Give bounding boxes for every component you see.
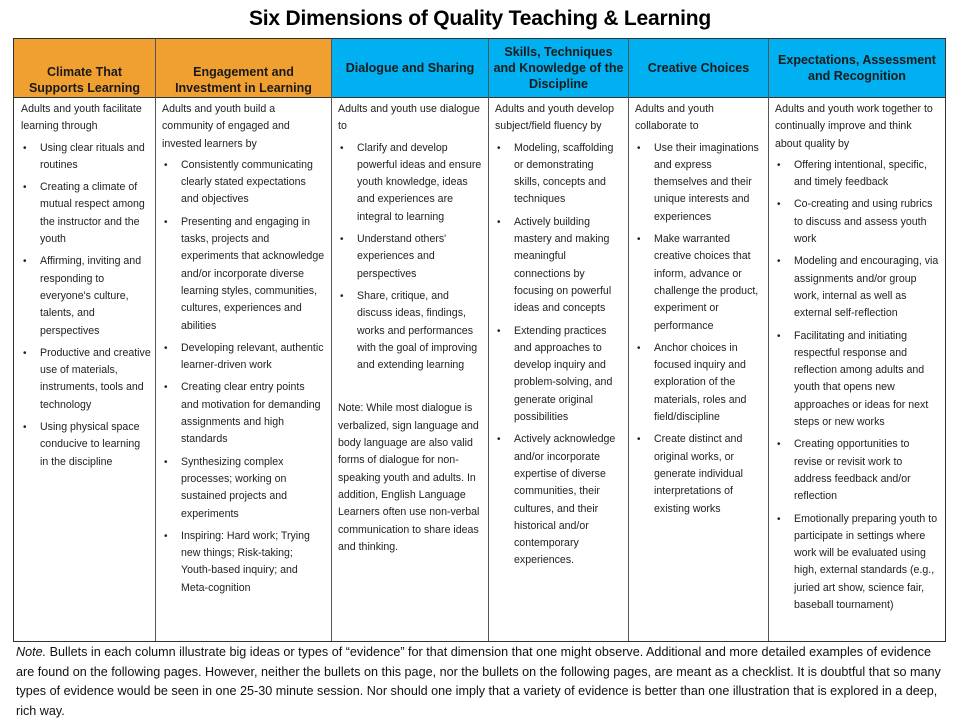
list-item: • Modeling and encouraging, via assignments and/or group work, internal as well as external self-reflection bbox=[775, 253, 939, 322]
list-item: • Creating opportunities to revise or revisit work to address feedback and/or reflection bbox=[775, 436, 939, 505]
list-item: • Clarify and develop powerful ideas and ensure youth knowledge, ideas and experiences are integral to learning bbox=[338, 140, 482, 226]
list-item: • Inspiring: Hard work; Trying new things; Risk-taking; Youth-based inquiry; and Meta-cognition bbox=[162, 528, 325, 597]
bullet-list bbox=[495, 140, 622, 570]
list-item: • Anchor choices in focused inquiry and exploration of the materials, roles and field/discipline bbox=[635, 340, 762, 426]
footnote-label: Note. bbox=[16, 645, 47, 659]
list-item: • Make warranted creative choices that inform, advance or challenge the product, experiment or performance bbox=[635, 231, 762, 335]
list-item: • Synthesizing complex processes; working on sustained projects and experiments bbox=[162, 454, 325, 523]
list-item: • Understand others' experiences and perspectives bbox=[338, 231, 482, 283]
list-item: • Modeling, scaffolding or demonstrating skills, concepts and techniques bbox=[495, 140, 622, 209]
column-intro: Adults and youth facilitate learning through bbox=[21, 103, 142, 133]
column-header: Engagement and Investment in Learning bbox=[156, 39, 331, 98]
column-note: Note: While most dialogue is verbalized, sign language and body language are also valid forms of dialogue for non-speaking youth and adults. In addition, English Language Learners often use non-verbal communication to share ideas and thinking. bbox=[338, 402, 480, 553]
bullet-list bbox=[338, 140, 482, 375]
list-item: • Consistently communicating clearly stated expectations and objectives bbox=[162, 157, 325, 209]
footnote-text: Bullets in each column illustrate big ideas or types of “evidence” for that dimension that one might observe. Additional and more detailed examples of evidence are found on the following pages. However, neither the bullets on this page, nor the bullets on the following pages, are meant as a checklist. It is doubtful that so many types of evidence would be seen in one 25-30 minute session. Nor should one imply that a variety of evidence is better than one illustration that is explored in a deep, rich way. bbox=[16, 645, 941, 718]
bullet-list bbox=[21, 140, 151, 471]
list-item: • Use their imaginations and express themselves and their unique interests and experiences bbox=[635, 140, 762, 226]
page-title: Six Dimensions of Quality Teaching & Learning bbox=[248, 7, 712, 30]
list-item: • Productive and creative use of materials, instruments, tools and technology bbox=[21, 345, 151, 414]
column-intro: Adults and youth collaborate to bbox=[635, 103, 714, 133]
list-item: • Extending practices and approaches to develop inquiry and problem-solving, and generate original possibilities bbox=[495, 323, 622, 427]
column-intro: Adults and youth build a community of engaged and invested learners by bbox=[162, 103, 290, 150]
list-item: • Facilitating and initiating respectful response and reflection among adults and youth that opens new approaches or ideas for next steps or new works bbox=[775, 328, 939, 432]
column-intro: Adults and youth work together to continually improve and think about quality by bbox=[775, 103, 933, 150]
column-header: Expectations, Assessment and Recognition bbox=[769, 39, 945, 98]
column-engagement bbox=[156, 39, 332, 641]
bullet-list bbox=[635, 140, 762, 518]
dimensions-table bbox=[13, 38, 946, 642]
column-climate bbox=[14, 39, 156, 641]
list-item: • Creating a climate of mutual respect among the instructor and the youth bbox=[21, 179, 151, 248]
column-header: Dialogue and Sharing bbox=[332, 39, 488, 98]
list-item: • Share, critique, and discuss ideas, findings, works and performances with the goal of improving and extending learning bbox=[338, 288, 482, 374]
list-item: • Affirming, inviting and responding to everyone's culture, talents, and perspectives bbox=[21, 253, 151, 339]
bullet-list bbox=[775, 157, 939, 614]
footnote bbox=[16, 643, 948, 721]
list-item: • Creating clear entry points and motivation for demanding assignments and high standards bbox=[162, 379, 325, 448]
list-item: • Presenting and engaging in tasks, projects and experiments that acknowledge and/or incorporate diverse learning styles, communities, cultures, experiences and abilities bbox=[162, 214, 325, 335]
column-header: Skills, Techniques and Knowledge of the Discipline bbox=[489, 39, 628, 98]
bullet-list bbox=[162, 157, 325, 597]
list-item: • Using clear rituals and routines bbox=[21, 140, 151, 175]
column-header: Creative Choices bbox=[629, 39, 768, 98]
column-intro: Adults and youth use dialogue to bbox=[338, 103, 480, 133]
column-intro: Adults and youth develop subject/field fluency by bbox=[495, 103, 614, 133]
list-item: • Actively building mastery and making meaningful connections by focusing on powerful ideas and concepts bbox=[495, 214, 622, 318]
column-dialogue bbox=[332, 39, 489, 641]
list-item: • Emotionally preparing youth to participate in settings where work will be evaluated using high, external standards (e.g., juried art show, science fair, baseball tournament) bbox=[775, 511, 939, 615]
list-item: • Create distinct and original works, or generate individual interpretations of existing works bbox=[635, 431, 762, 517]
column-expectations bbox=[769, 39, 945, 641]
column-creative-choices bbox=[629, 39, 769, 641]
column-header: Climate That Supports Learning bbox=[14, 39, 155, 98]
list-item: • Developing relevant, authentic learner-driven work bbox=[162, 340, 325, 375]
column-skills bbox=[489, 39, 629, 641]
list-item: • Actively acknowledge and/or incorporate expertise of diverse communities, their cultures, and their historical and/or contemporary experiences. bbox=[495, 431, 622, 569]
list-item: • Co-creating and using rubrics to discuss and assess youth work bbox=[775, 196, 939, 248]
list-item: • Offering intentional, specific, and timely feedback bbox=[775, 157, 939, 192]
list-item: • Using physical space conducive to learning in the discipline bbox=[21, 419, 151, 471]
